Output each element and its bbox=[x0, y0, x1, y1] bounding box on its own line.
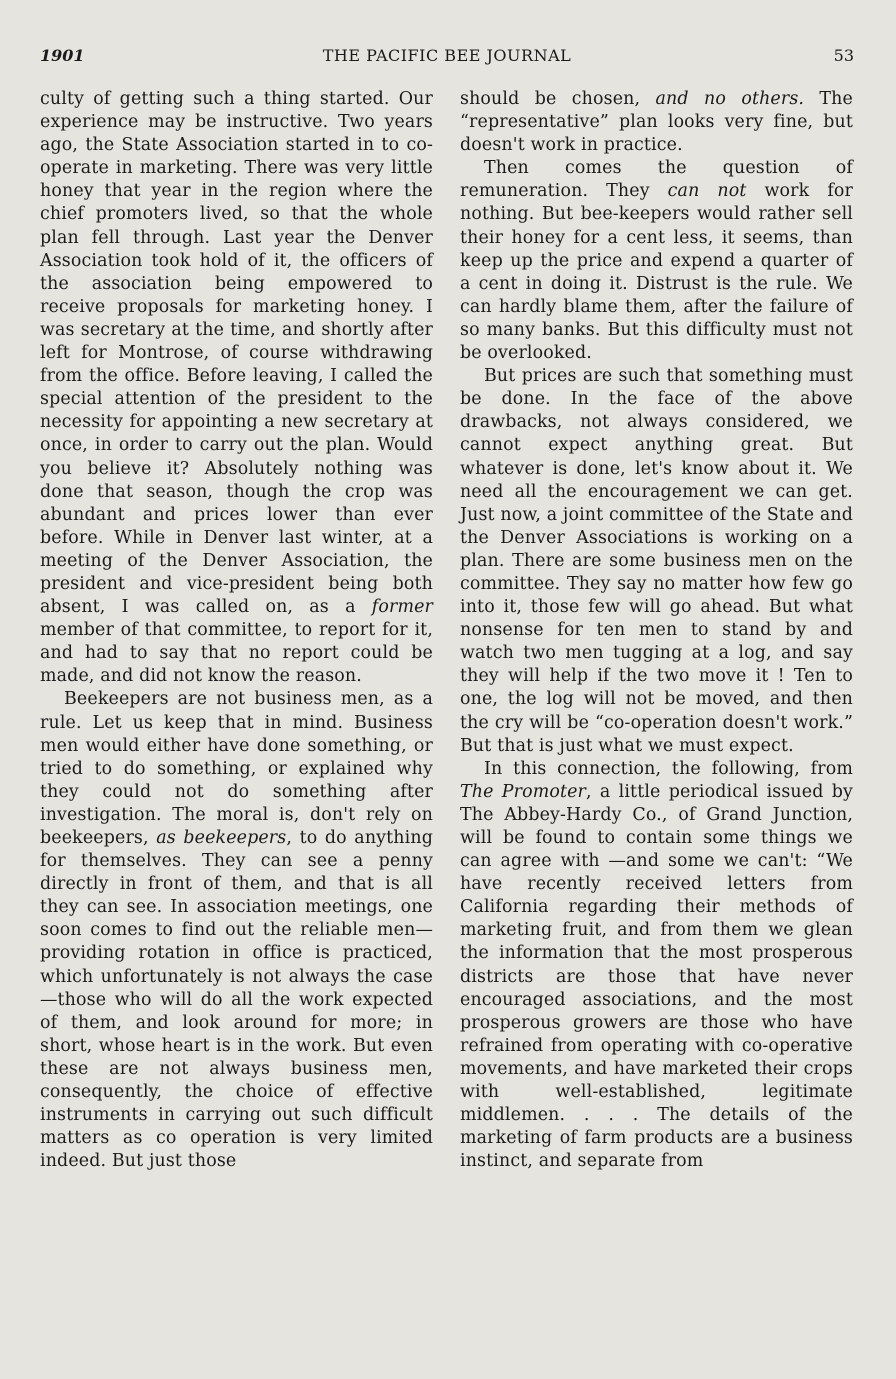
running-head-journal-title: THE PACIFIC BEE JOURNAL bbox=[322, 46, 572, 65]
right-column bbox=[460, 88, 853, 1173]
paragraph-text: Beekeepers are not business men, as a rule. Let us keep that in mind. Business men would either have done something, or tried to do something, or explained why they could not do something after investigation. The moral is, don't rely on beekeepers, bbox=[40, 689, 433, 848]
paragraph-text: work for nothing. But bee-keepers would rather sell their honey for a cent less, it seems, than keep up the price and expend a quarter of a cent in doing it. Distrust is the rule. We can hardly blame them, after the failure of so many banks. But this difficulty must not be overlooked. bbox=[460, 181, 853, 364]
paragraph-text: culty of getting such a thing started. Our experience may be instructive. Two years ago, the State Association started in to co-operate in marketing. There was very little honey that year in the region where the chief promoters lived, so that the whole plan fell through. Last year the Denver Association took hold of it, the officers of the association being empowered to receive proposals for marketing honey. I was secretary at the time, and shortly after left for Montrose, of course withdrawing from the office. Before leaving, I called the special attention of the president to the necessity for appointing a new secretary at once, in order to carry out the plan. Would you believe it? Absolutely nothing was done that season, though the crop was abundant and prices lower than ever before. While in Denver last winter, at a meeting of the Denver Association, the president and vice-president being both absent, I was called on, as a bbox=[40, 89, 433, 618]
italic-text: former bbox=[371, 597, 433, 618]
paragraph bbox=[460, 157, 853, 365]
paragraph bbox=[460, 88, 853, 157]
paragraph bbox=[40, 688, 433, 1173]
italic-text: can not bbox=[667, 181, 747, 202]
italic-text: and no others. bbox=[655, 89, 805, 109]
running-head-year: 1901 bbox=[40, 46, 85, 65]
paragraph bbox=[460, 758, 853, 1174]
paragraph bbox=[40, 88, 433, 688]
paragraph-text: In this connection, the following, from bbox=[484, 758, 853, 779]
left-column bbox=[40, 88, 433, 1173]
paragraph-text: member of that committee, to report for it, and had to say that no report could be made, and did not know the reason. bbox=[40, 620, 433, 687]
paragraph-text: should be chosen, bbox=[460, 89, 656, 109]
paragraph-text: , a little periodical issued by The Abbey-Hardy Co., of Grand Junction, will be found to contain some things we can agree with —and some we can't: “We have recently received letters from California regarding their methods of marketing fruit, and from them we glean the information that the most prosperous districts are those that have never encouraged associations, and the most prosperous growers are those who have refrained from operating with co-operative movements, and have marketed their crops with well-established, legitimate middlemen. . . . The details of the marketing of farm products are a business instinct, and separate from bbox=[460, 781, 853, 1172]
italic-text: as beekeepers bbox=[156, 828, 287, 848]
paragraph: But prices are such that something must be done. In the face of the above drawbacks, not always considered, we cannot expect anything great. But whatever is done, let's know about it. We need all the encouragement we can get. Just now, a joint committee of the State and the Denver Associations is working on a plan. There are some business men on the committee. They say no matter how few go into it, those few will go ahead. But what nonsense for ten men to stand by and watch two men tugging at a log, and say they will help if the two move it ! Ten to one, the log will not be moved, and then the cry will be “co-operation doesn't work.” But that is just what we must expect. bbox=[460, 366, 853, 756]
paragraph-text: Then comes the question of remuneration. They bbox=[460, 158, 853, 202]
paragraph-text: The “representative” plan looks very fine, but doesn't work in practice. bbox=[460, 89, 853, 156]
running-head bbox=[40, 42, 854, 70]
italic-text: The Promoter bbox=[460, 781, 586, 802]
running-head-page-number: 53 bbox=[833, 46, 854, 65]
paragraph-text: , to do anything for themselves. They can see a penny directly in front of them, and that is all they can see. In association meetings, one soon comes to find out the reliable men—providing rotation in office is practiced, which unfortunately is not always the case—those who will do all the work expected of them, and look around for more; in short, whose heart is in the work. But even these are not always business men, consequently, the choice of effective instruments in carrying out such difficult matters as co operation is very limited indeed. But just those bbox=[40, 828, 433, 1172]
